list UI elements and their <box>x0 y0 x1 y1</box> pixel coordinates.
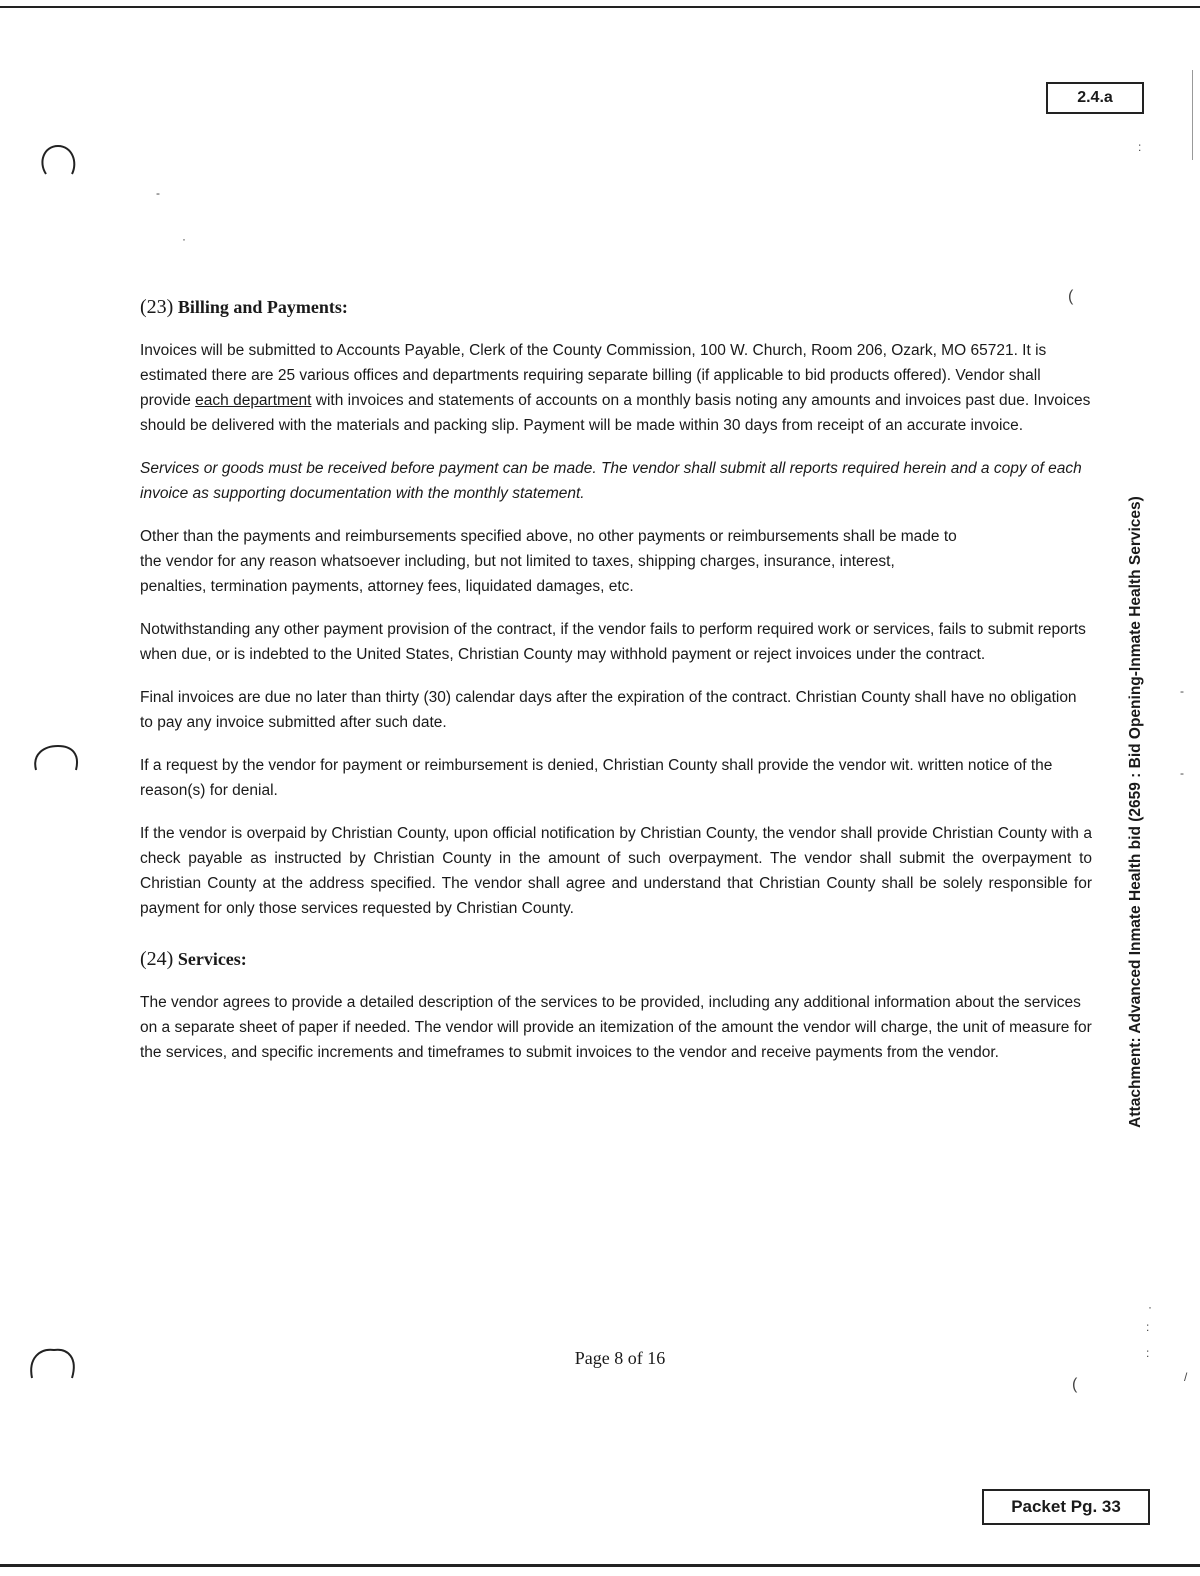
attachment-side-label: Attachment: Advanced Inmate Health bid (2659 : Bid Opening-Inmate Health Services) <box>1127 496 1144 1128</box>
billing-text-end: with invoices and statements of accounts on a monthly basis noting any amounts and invoices past due. Invoices should be delivered with the materials and packing slip. Payment will be made within 30 days from receipt of an accurate invoice. <box>140 392 1091 434</box>
hole-punch-mark-middle <box>30 742 84 776</box>
scan-speck: · <box>182 232 186 246</box>
each-department-underlined: each department <box>195 392 312 409</box>
billing-paragraph <box>140 338 1092 438</box>
section-24-heading <box>140 947 1092 972</box>
final-invoices-paragraph: Final invoices are due no later than thirty (30) calendar days after the expiration of the contract. Christian County shall have no obligation to pay any invoice submitted after such date. <box>140 689 1077 731</box>
packet-page-box: Packet Pg. 33 <box>982 1489 1150 1525</box>
scan-speck: / <box>1184 1370 1188 1384</box>
scan-speck: - <box>1180 766 1184 780</box>
scan-speck: : <box>1146 1346 1150 1360</box>
overpayment-paragraph: If the vendor is overpaid by Christian County, upon official notification by Christian County, the vendor shall provide Christian County with a check payable as instructed by Christian County in the amount of such overpayment. The vendor shall submit the overpayment to Christian County at the address specified. The vendor shall agree and understand that Christian County shall be solely responsible for payment for only those services requested by Christian County. <box>140 825 1092 917</box>
section-23-title: Billing and Payments: <box>177 297 348 317</box>
bottom-border-line <box>0 1564 1200 1567</box>
document-body <box>140 295 1092 1083</box>
denial-notice-paragraph: If a request by the vendor for payment or reimbursement is denied, Christian County shall provide the vendor wit. written notice of the reason(s) for denial. <box>140 757 1053 799</box>
right-margin-line <box>1192 70 1193 160</box>
section-24-number: (24) <box>140 948 174 970</box>
top-border-line <box>0 6 1200 8</box>
scan-speck: - <box>1180 684 1184 698</box>
section-23-number: (23) <box>140 296 174 318</box>
billing-text-start: Invoices will be submitted to Accounts Payable, Clerk of the County Commission, 100 W. Church, Room 206, Ozark, MO 65721. It is estimated there are 25 various offices and departments requiring separate billing (if applicable to bid products offered). Vendor shall provide <box>140 342 1047 409</box>
section-23-heading <box>140 295 1092 320</box>
scan-speck: ( <box>1068 288 1074 305</box>
scan-speck: · <box>1148 1300 1152 1314</box>
hole-punch-mark-top <box>36 142 80 182</box>
payment-condition-paragraph: Services or goods must be received before payment can be made. The vendor shall submit all reports required herein and a copy of each invoice as supporting documentation with the monthly statement. <box>140 460 1082 502</box>
page-number: Page 8 of 16 <box>574 1348 666 1368</box>
section-24-title: Services: <box>177 949 247 969</box>
attachment-tag: 2.4.a <box>1046 82 1144 114</box>
services-paragraph: The vendor agrees to provide a detailed description of the services to be provided, including any additional information about the services on a separate sheet of paper if needed. The vendor will provide an itemization of the amount the vendor will charge, the unit of measure for the services, and specific increments and timeframes to submit invoices to the vendor and receive payments from the vendor. <box>140 994 1092 1061</box>
scan-speck: : <box>1138 140 1142 154</box>
withhold-payment-paragraph: Notwithstanding any other payment provision of the contract, if the vendor fails to perform required work or services, fails to submit reports when due, or is indebted to the United States, Christian County may withhold payment or reject invoices under the contract. <box>140 621 1086 663</box>
no-other-payments-paragraph: Other than the payments and reimbursements specified above, no other payments or reimbursements shall be made to the vendor for any reason whatsoever including, but not limited to taxes, shipping charges, insurance, interest, penalties, termination payments, attorney fees, liquidated damages, etc. <box>140 528 957 595</box>
scan-speck: : <box>1146 1320 1150 1334</box>
scan-speck: - <box>156 186 160 200</box>
scan-speck: ( <box>1072 1376 1078 1393</box>
